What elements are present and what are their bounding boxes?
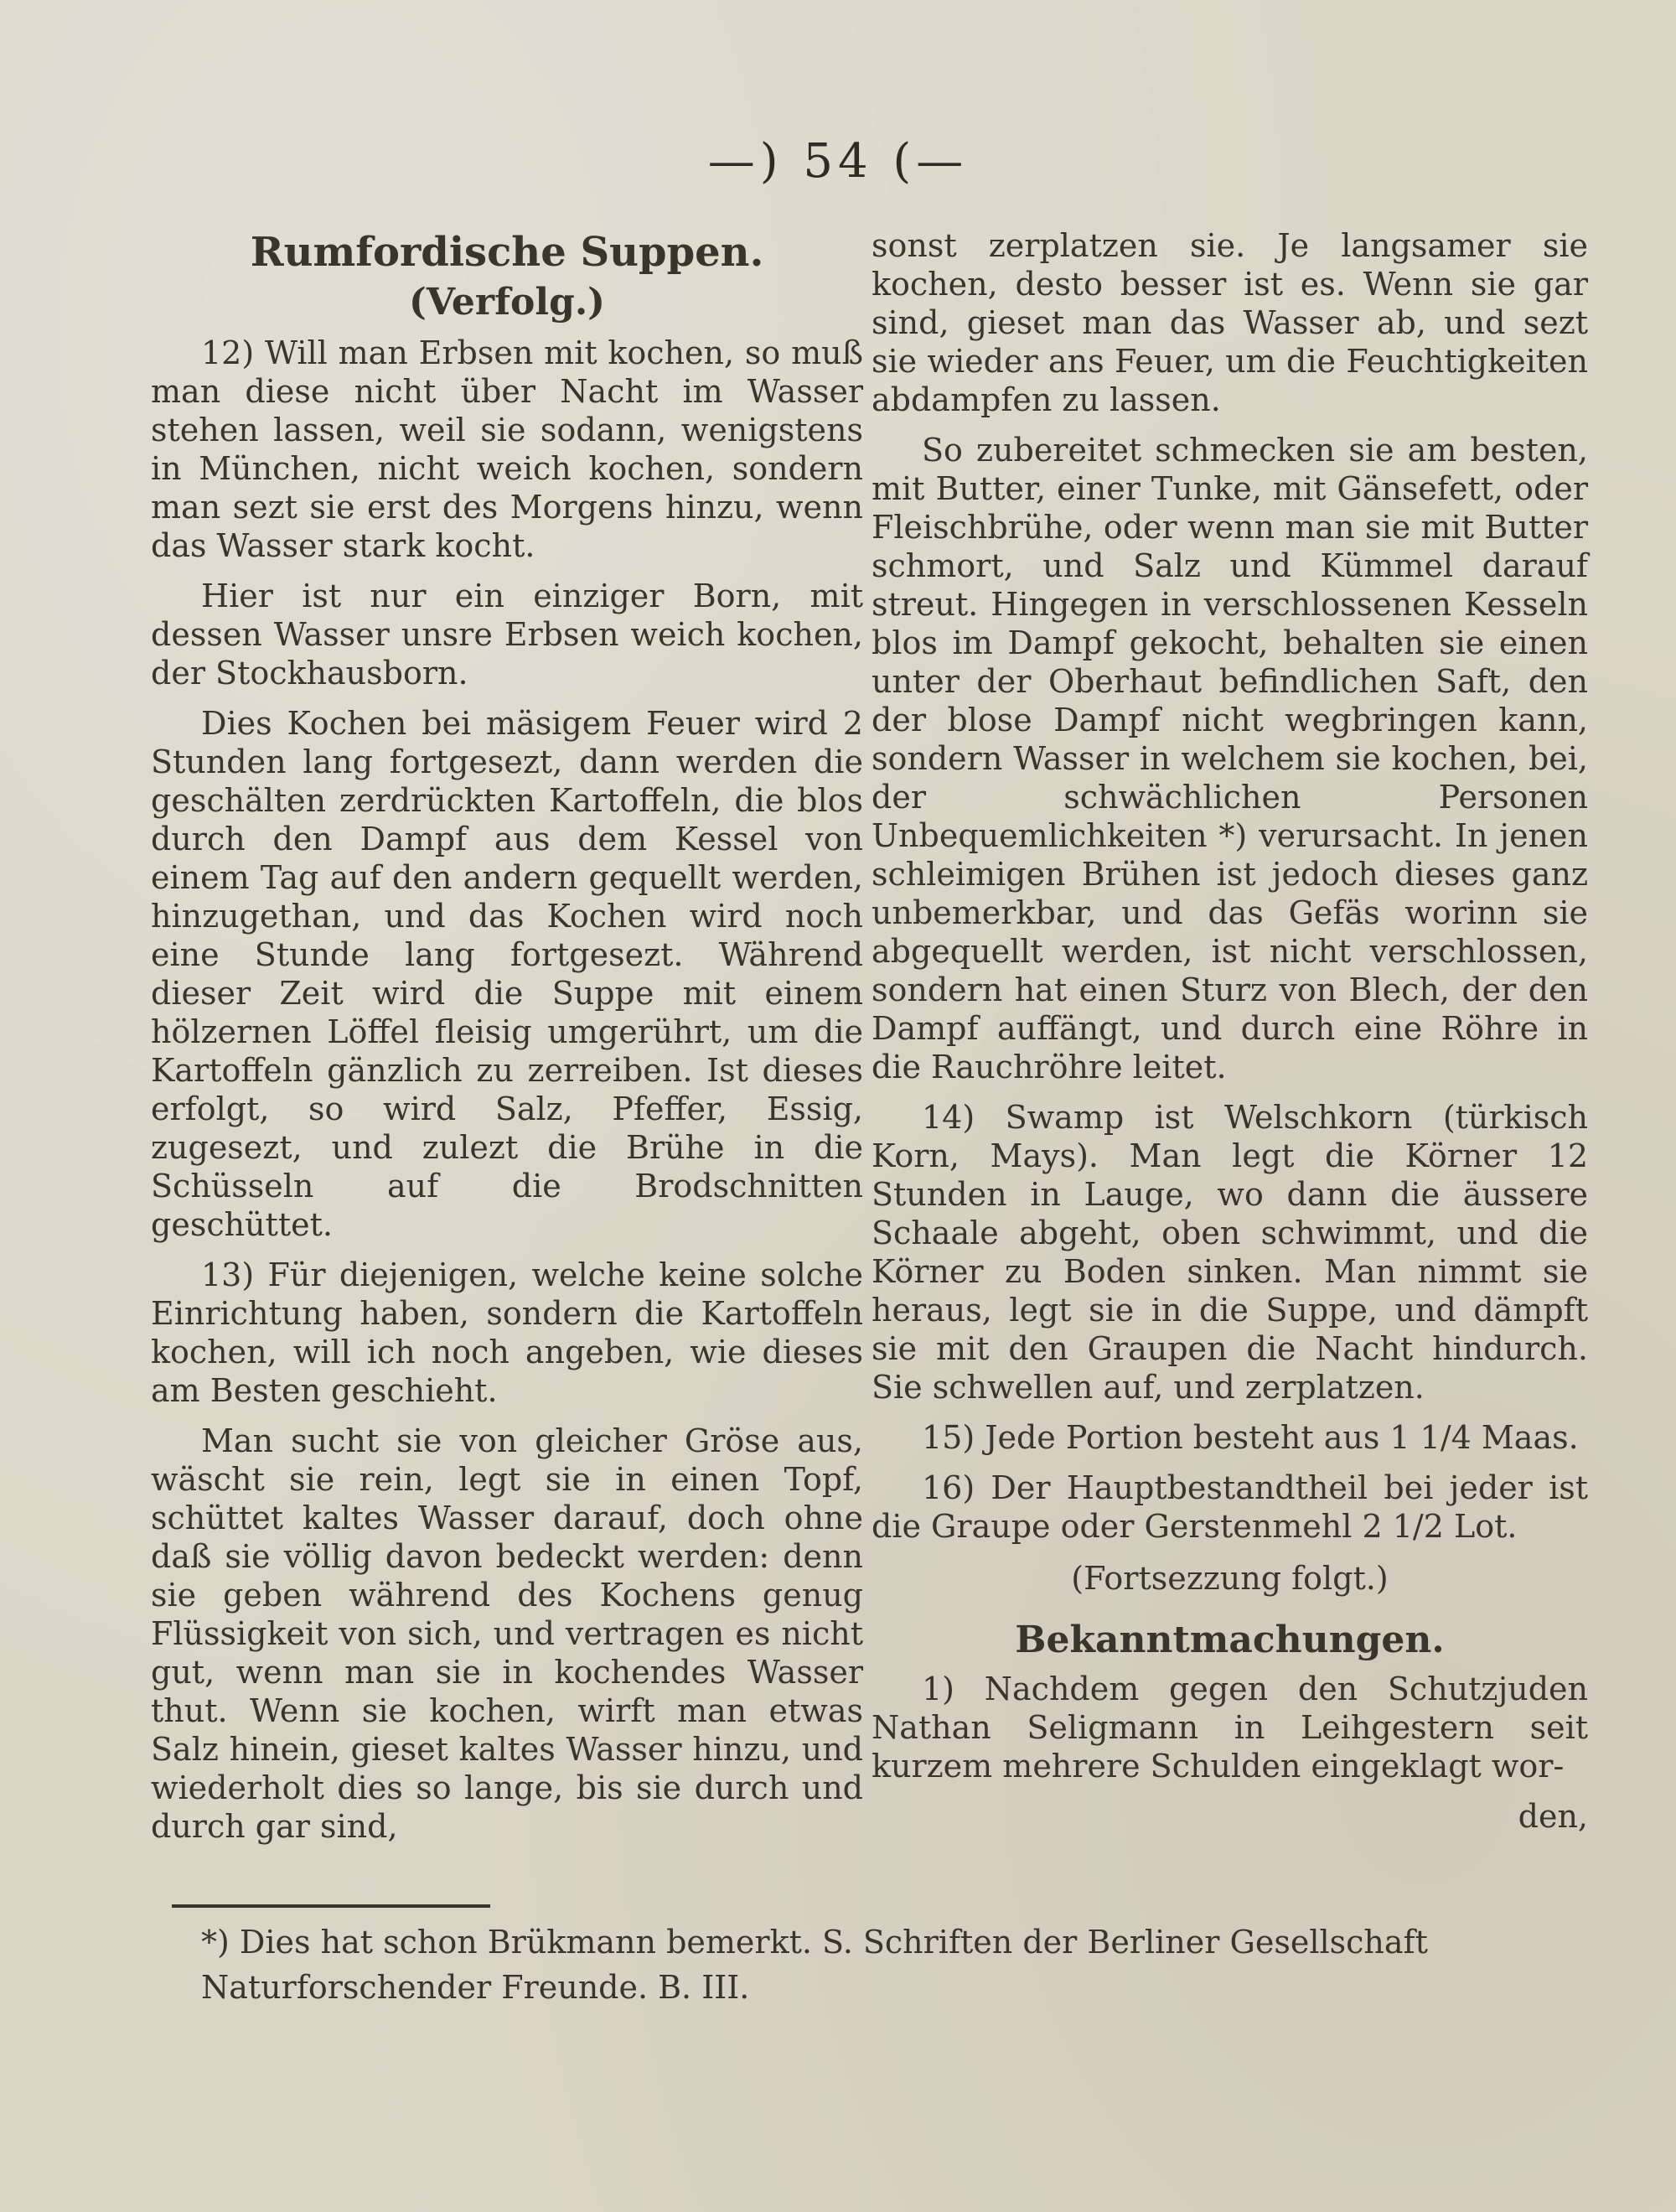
page-number: —) 54 (— [707,134,969,189]
catchword: den, [1518,1798,1588,1835]
article-title: Rumfordische Suppen. [250,229,764,276]
left-column [151,226,863,1857]
right-column [872,226,1588,1836]
paragraph: Dies Kochen bei mäsigem Feuer wird 2 Stunden lang fortgesezt, dann werden die geschälten zerdrückten Kartoffeln, die blos durch den Dampf aus dem Kessel von einem Tag auf den andern gequellt werden, hinzugethan, und das Kochen wird noch eine Stunde lang fortgesezt. Während dieser Zeit wird die Suppe mit einem hölzernen Löffel fleisig umgerührt, um die Kartoffeln gänzlich zu zerreiben. Ist dieses erfolgt, so wird Salz, Pfeffer, Essig, zugesezt, und zulezt die Brühe in die Schüsseln auf die Brodschnitten geschüttet. [151,705,863,1243]
continued-note: (Fortsezzung folgt.) [1071,1560,1389,1597]
paragraph: So zubereitet schmecken sie am besten, mit Butter, einer Tunke, mit Gänsefett, oder Fleischbrühe, oder wenn man sie mit Butter schmort, und Salz und Kümmel darauf streut. Hingegen in verschlossenen Kesseln blos im Dampf gekocht, behalten sie einen unter der Oberhaut befindlichen Saft, den der blose Dampf nicht wegbringen kann, sondern Wasser in welchem sie kochen, bei, der schwächlichen Personen Unbequemlichkeiten *) verursacht. In jenen schleimigen Brühen ist jedoch dieses ganz unbemerkbar, und das Gefäs worinn sie abgequellt werden, ist nicht verschlossen, sondern hat einen Sturz von Blech, der den Dampf auffängt, und durch eine Röhre in die Rauchröhre leitet. [872,432,1588,1085]
notice-paragraph: 1) Nachdem gegen den Schutzjuden Nathan Seligmann in Leihgestern seit kurzem mehrere Schulden eingeklagt wor- [872,1671,1588,1785]
article-subtitle: (Verfolg.) [409,281,605,324]
paragraph: Man sucht sie von gleicher Gröse aus, wäscht sie rein, legt sie in einen Topf, schüttet kaltes Wasser darauf, doch ohne daß sie völlig davon bedeckt werden: denn sie geben während des Kochens genug Flüssigkeit von sich, und vertragen es nicht gut, wenn man sie in kochendes Wasser thut. Wenn sie kochen, wirft man etwas Salz hinein, gieset kaltes Wasser hinzu, und wiederholt dies so lange, bis sie durch und durch gar sind, [151,1422,863,1845]
paragraph: 14) Swamp ist Welschkorn (türkisch Korn, Mays). Man legt die Körner 12 Stunden in Lauge, wo dann die äussere Schaale abgeht, oben schwimmt, und die Körner zu Boden sinken. Man nimmt sie heraus, legt sie in die Suppe, und dämpft sie mit den Graupen die Nacht hindurch. Sie schwellen auf, und zerplatzen. [872,1099,1588,1406]
paragraph: Hier ist nur ein einziger Born, mit dessen Wasser unsre Erbsen weich kochen, der Stockhausborn. [151,578,863,692]
paragraph: 13) Für diejenigen, welche keine solche Einrichtung haben, sondern die Kartoffeln kochen, will ich noch angeben, wie dieses am Besten geschieht. [151,1256,863,1409]
paragraph: sonst zerplatzen sie. Je langsamer sie kochen, desto besser ist es. Wenn sie gar sind, gieset man das Wasser ab, und sezt sie wieder ans Feuer, um die Feuchtigkeiten abdampfen zu lassen. [872,227,1588,418]
paragraph: 16) Der Hauptbestandtheil bei jeder ist die Graupe oder Gerstenmehl 2 1/2 Lot. [872,1469,1588,1545]
footnote-rule [172,1904,490,1908]
notices-title: Bekanntmachungen. [1015,1619,1445,1661]
paragraph: 15) Jede Portion besteht aus 1 1/4 Maas. [922,1419,1579,1456]
footnote: *) Dies hat schon Brükmann bemerkt. S. Schriften der Berliner Gesellschaft Naturforschender Freunde. B. III. [201,1924,1428,2006]
paragraph: 12) Will man Erbsen mit kochen, so muß man diese nicht über Nacht im Wasser stehen lassen, weil sie sodann, wenigstens in München, nicht weich kochen, sondern man sezt sie erst des Morgens hinzu, wenn das Wasser stark kocht. [151,334,863,564]
